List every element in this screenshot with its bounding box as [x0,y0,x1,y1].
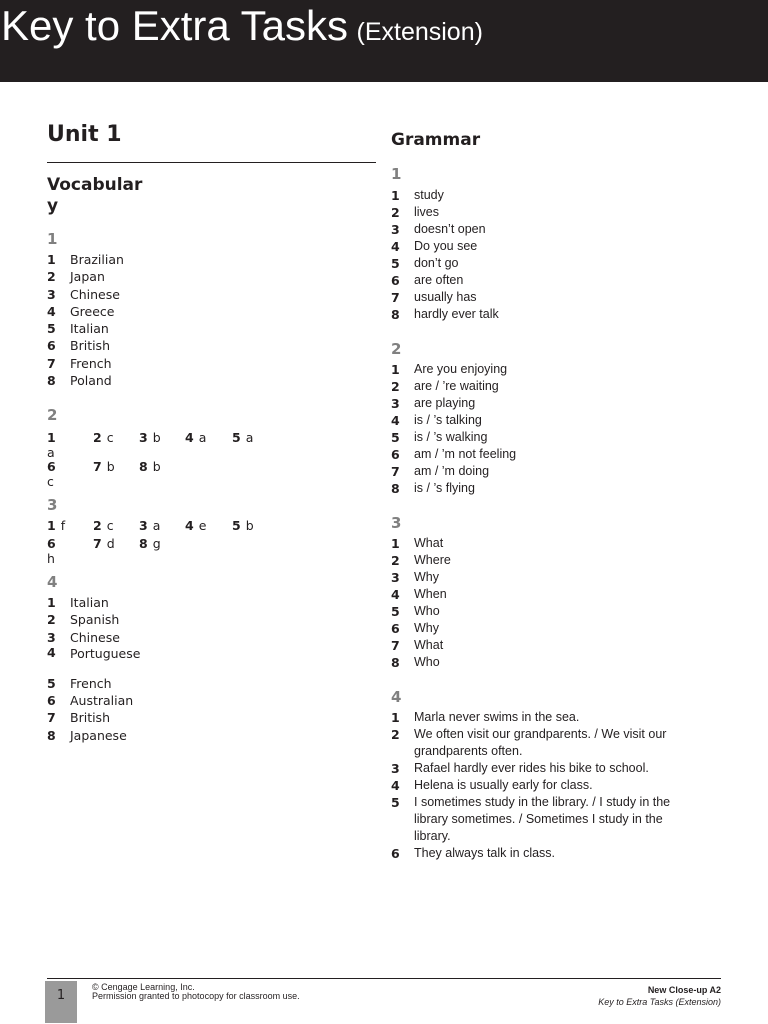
vocab-exercise-4-number: 4 [47,573,58,591]
copyright-line: © Cengage Learning, Inc. [92,982,195,992]
list-item: 2 Where [391,553,451,569]
list-item: 1 What [391,536,444,551]
list-item: 1 Marla never swims in the sea. [391,710,580,725]
list-item: 4 is / ’s talking [391,413,482,429]
list-item: 4 Portuguese [47,644,141,661]
grid-item: 8 b [139,459,161,474]
list-item: 2 Japan [47,269,105,285]
vocab-exercise-1-list [47,251,124,389]
grid-item: 1a [47,430,56,460]
list-item: 7 British [47,710,110,726]
grid-item: 5 a [232,430,254,445]
grid-item: 5 b [232,518,254,533]
vocab-exercise-2-grid [47,430,377,490]
page-title-sub: (Extension) [356,18,483,46]
list-item: 4 Greece [47,303,115,319]
footer-divider [47,978,721,979]
list-item: 1 Are you enjoying [391,362,508,377]
grid-item: 6h [47,536,56,566]
list-item: 5 I sometimes study in the library. / I study in the library sometimes. / Sometimes I study in the library. [391,795,671,843]
list-item: 4 Do you see [391,239,478,255]
list-item: 7 usually has [391,290,477,306]
list-item: 6 Why [391,621,439,637]
list-item: 8 Poland [47,373,112,389]
grid-item: 3 b [139,430,161,445]
list-item: 1 Italian [47,595,109,610]
list-item: 5 is / ’s walking [391,430,488,446]
permission-line: Permission granted to photocopy for classroom use. [92,990,300,1001]
grammar-exercise-3-list [391,535,451,671]
unit-title: Unit 1 [47,122,122,147]
grid-item: 6c [47,459,56,489]
list-item: 5 French [47,675,112,691]
list-item: 8 hardly ever talk [391,307,499,323]
page-title-main: Key to Extra Tasks [1,2,349,49]
page-header [0,0,768,82]
grammar-exercise-4-number: 4 [391,688,402,706]
grammar-exercise-4-list [391,709,711,862]
list-item: 3 Chinese [47,286,120,302]
grammar-exercise-1-list [391,187,499,323]
vocab-exercise-3-grid [47,518,377,568]
list-item: 2 We often visit our grandparents. / We visit our grandparents often. [391,727,667,758]
grid-item: 2 c [93,430,114,445]
book-info [598,984,721,1008]
grid-item: 2 c [93,518,114,533]
list-item: 4 When [391,587,447,603]
list-item: 8 is / ’s flying [391,481,475,497]
grid-item: 7 d [93,536,115,551]
list-item: 7 am / ’m doing [391,464,490,480]
list-item: 3 Rafael hardly ever rides his bike to school. [391,761,649,776]
list-item: 6 Australian [47,693,134,709]
list-item: 5 Who [391,604,440,620]
list-item: 4 Helena is usually early for class. [391,778,593,793]
book-subtitle: Key to Extra Tasks (Extension) [598,997,721,1007]
list-item: 8 Who [391,655,440,671]
grammar-exercise-1-number: 1 [391,165,402,183]
list-item: 7 French [47,355,112,371]
list-item: 6 am / ’m not feeling [391,447,517,463]
grammar-exercise-2-number: 2 [391,340,402,358]
grid-item: 4 a [185,430,207,445]
vocab-exercise-1-number: 1 [47,230,58,248]
grid-item: 3 a [139,518,161,533]
page-title [1,2,483,50]
list-item: 6 are often [391,273,464,289]
grammar-exercise-2-list [391,361,516,497]
vocab-exercise-3-number: 3 [47,496,58,514]
grammar-exercise-3-number: 3 [391,514,402,532]
list-item: 2 Spanish [47,612,120,628]
list-item: 5 Italian [47,321,109,337]
grid-item: 4 e [185,518,207,533]
list-item: 5 don’t go [391,256,459,272]
list-item: 2 lives [391,205,440,221]
copyright-notice [92,983,300,1000]
book-title: New Close-up A2 [647,985,721,995]
list-item: 7 What [391,638,444,654]
vocab-exercise-4-list [47,594,143,744]
vocabulary-heading: Vocabulary [47,175,143,216]
list-item: 6 British [47,338,110,354]
grid-item: 1 f [47,518,66,533]
list-item: 1 Brazilian [47,252,124,267]
list-item: 3 doesn’t open [391,222,486,238]
list-item: 3 are playing [391,396,476,412]
grammar-heading: Grammar [391,130,481,150]
page-number: 1 [45,981,77,1023]
list-item: 8 Japanese [47,727,127,743]
grid-item: 7 b [93,459,115,474]
list-item: 6 They always talk in class. [391,846,556,861]
list-item: 3 Chinese [47,629,120,645]
list-item: 1 study [391,188,444,203]
list-item: 3 Why [391,570,439,586]
vocab-exercise-2-number: 2 [47,406,58,424]
unit-divider [47,162,376,163]
list-item: 2 are / ’re waiting [391,379,499,395]
grid-item: 8 g [139,536,161,551]
